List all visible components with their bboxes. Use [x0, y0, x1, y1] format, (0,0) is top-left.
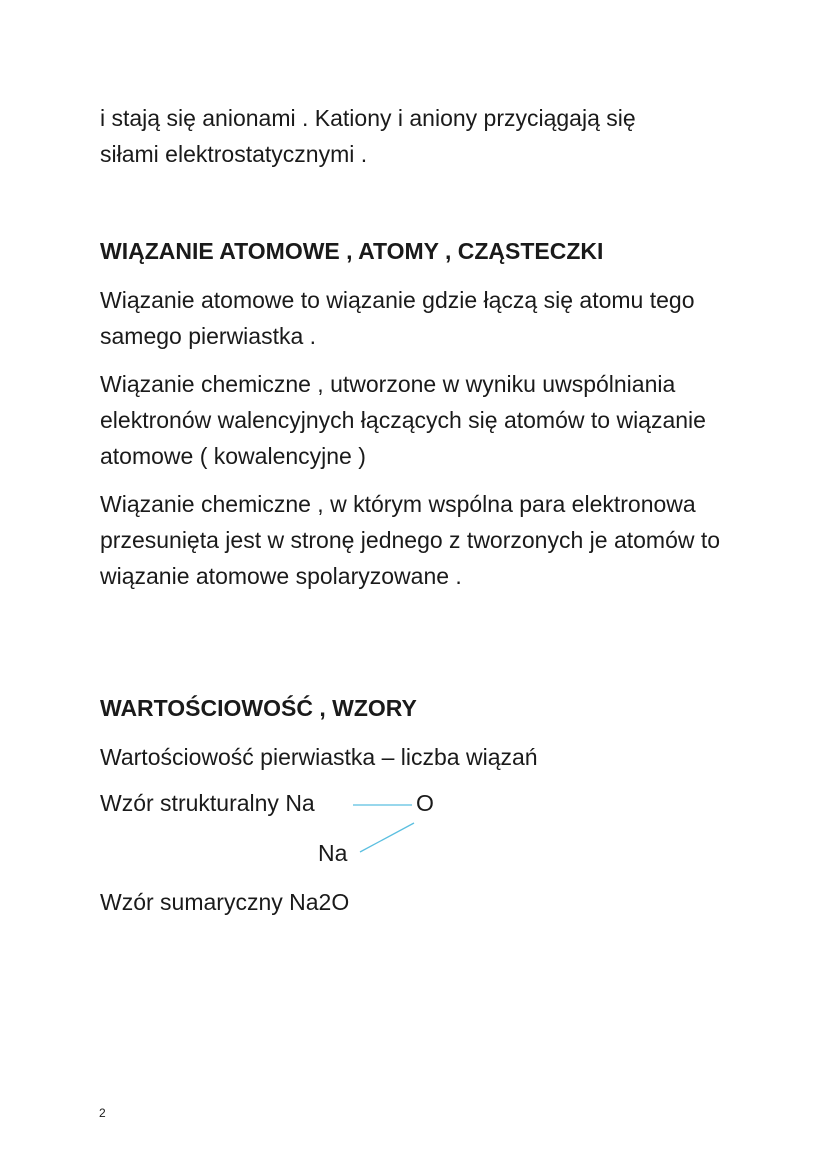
- section-heading-valence: WARTOŚCIOWOŚĆ , WZORY: [100, 695, 417, 721]
- atom-sodium-second: Na: [318, 840, 348, 866]
- paragraph-covalent-bond: Wiązanie chemiczne , utworzone w wyniku uwspólniania elektronów walencyjnych łączących się atomów to wiązanie atomowe ( kowalencyjne ): [100, 371, 706, 469]
- atom-oxygen: O: [416, 790, 434, 816]
- paragraph-valence-definition: Wartościowość pierwiastka – liczba wiązań: [100, 744, 538, 770]
- summary-formula: Wzór sumaryczny Na2O: [100, 889, 350, 915]
- page-number: 2: [99, 1106, 106, 1120]
- intro-line-1: i stają się anionami . Kationy i aniony przyciągają się: [100, 105, 636, 131]
- bond-line-na2-o: [360, 823, 414, 852]
- structural-formula-label: Wzór strukturalny Na: [100, 790, 315, 816]
- paragraph-polar-bond: Wiązanie chemiczne , w którym wspólna para elektronowa przesunięta jest w stronę jednego z tworzonych je atomów to wiązanie atomowe spolaryzowane .: [100, 491, 721, 589]
- section-heading-bonds: WIĄZANIE ATOMOWE , ATOMY , CZĄSTECZKI: [100, 238, 604, 264]
- paragraph-atomic-bond: Wiązanie atomowe to wiązanie gdzie łączą się atomu tego samego pierwiastka .: [100, 287, 695, 349]
- intro-line-2: siłami elektrostatycznymi .: [100, 141, 368, 167]
